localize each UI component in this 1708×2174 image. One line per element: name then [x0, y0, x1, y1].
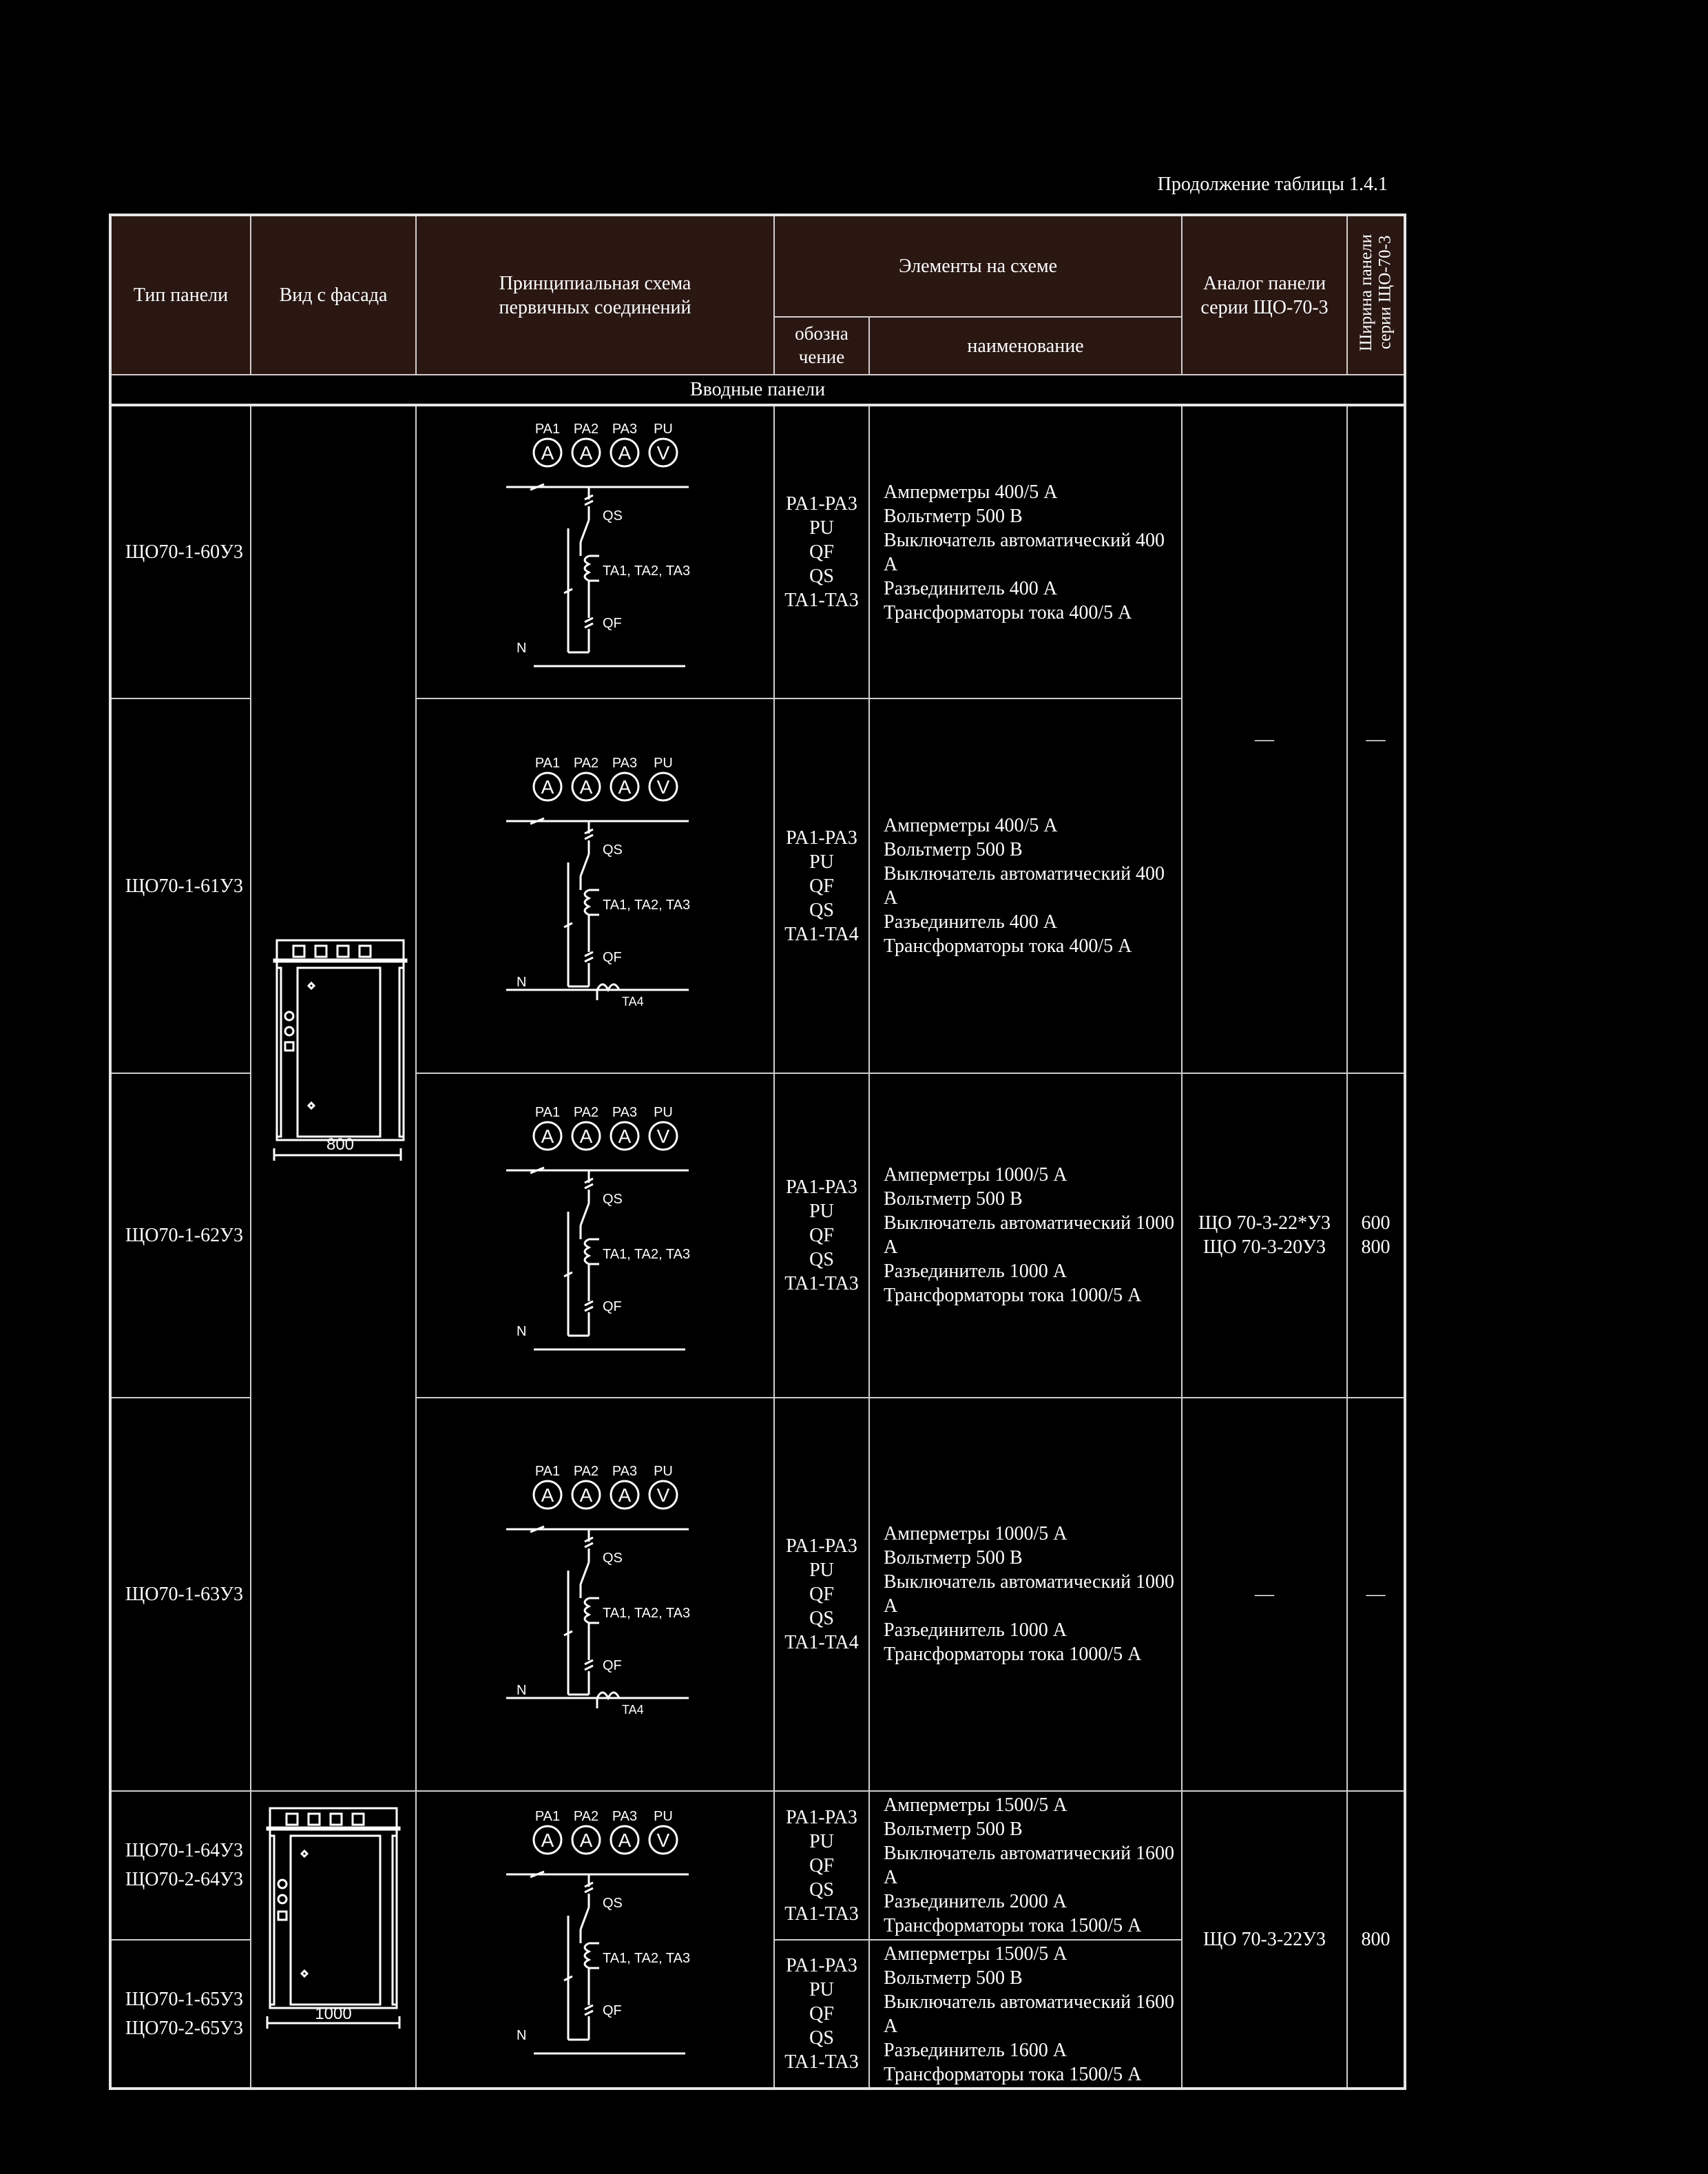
- qs-label: QS: [603, 1191, 623, 1207]
- designation-list: [774, 1073, 869, 1398]
- meter-label: PU: [654, 755, 673, 771]
- name-list: [869, 1398, 1182, 1791]
- n-label: N: [517, 974, 527, 990]
- meter-symbol: A: [541, 442, 554, 464]
- list-item: PA1-PA3: [786, 493, 857, 515]
- width-value: —: [1347, 1398, 1405, 1791]
- header-scheme: Принципиальная схема первичных соединений: [416, 215, 774, 375]
- list-item: PA1-PA3: [786, 1176, 857, 1198]
- meter-symbol: V: [656, 1125, 670, 1147]
- name-list: [869, 1940, 1182, 2089]
- list-item: Амперметры 1000/5 А: [884, 1523, 1068, 1545]
- facade-width-label: 800: [326, 1135, 355, 1154]
- meter-label: PA3: [612, 422, 638, 437]
- list-item: Трансформаторы тока 400/5 А: [884, 601, 1132, 623]
- list-item: Трансформаторы тока 400/5 А: [884, 935, 1132, 957]
- ta4-label: TA4: [622, 994, 644, 1008]
- list-item: Вольтметр 500 В: [884, 1819, 1023, 1840]
- panel-type: ЩО70-1-61У3: [110, 698, 251, 1073]
- scheme-cell: [416, 1791, 774, 2089]
- designation-list: [774, 405, 869, 698]
- list-item: Разъединитель 2000 А: [884, 1891, 1067, 1912]
- name-list: [869, 1073, 1182, 1398]
- current-transformer-icon: [585, 1943, 589, 1968]
- meter-symbol: A: [541, 776, 554, 798]
- meter-symbol: A: [541, 1484, 554, 1506]
- list-item: QF: [809, 1224, 834, 1246]
- meter-label: PA2: [573, 422, 599, 437]
- list-item: Вольтметр 500 В: [884, 839, 1023, 860]
- qf-breaker-icon: [585, 952, 593, 962]
- list-item: TA1-TA3: [784, 590, 859, 612]
- list-item: TA1-TA4: [784, 923, 859, 945]
- meter-label: PA2: [573, 1104, 599, 1120]
- list-item: QF: [809, 1583, 834, 1605]
- list-item: Амперметры 400/5 А: [884, 481, 1058, 503]
- facade-1000-drawing: [252, 1792, 415, 2081]
- meter-label: PA1: [534, 755, 561, 771]
- ta-label: TA1, TA2, TA3: [603, 563, 691, 579]
- meter-label: PU: [654, 1809, 673, 1824]
- list-item: QF: [809, 875, 834, 897]
- list-item: PA1-PA3: [786, 1806, 857, 1828]
- list-item: PU: [809, 1200, 834, 1222]
- meter-symbol: A: [541, 1830, 554, 1851]
- header-facade: Вид с фасада: [251, 215, 416, 375]
- qf-label: QF: [603, 616, 622, 632]
- list-item: Трансформаторы тока 1500/5 А: [884, 2063, 1142, 2085]
- list-item: ЩО 70-3-20У3: [1203, 1236, 1326, 1259]
- list-item: Выключатель автоматический 1600 А: [884, 1843, 1175, 1888]
- current-transformer-icon: [585, 1598, 589, 1623]
- qf-breaker-icon: [585, 1301, 593, 1311]
- meter-label: PA3: [612, 1809, 638, 1824]
- list-item: Разъединитель 1000 А: [884, 1261, 1067, 1283]
- meter-label: PA1: [534, 1809, 561, 1824]
- designation-list: [774, 1398, 869, 1791]
- panel-type: ЩО70-1-65У3 ЩО70-2-65У3: [110, 1940, 251, 2089]
- width-value: —: [1347, 405, 1405, 1073]
- panel-type: ЩО70-1-64У3 ЩО70-2-64У3: [110, 1791, 251, 1940]
- qs-disconnector-icon: [585, 1883, 593, 1892]
- facade-cell-1000: [251, 1791, 416, 2089]
- current-transformer-icon: [585, 890, 589, 915]
- list-item: TA1-TA3: [784, 2051, 859, 2073]
- facade-800-drawing: [252, 406, 415, 1784]
- qs-label: QS: [603, 842, 623, 858]
- meter-symbol: A: [579, 442, 593, 464]
- list-item: Выключатель автоматический 1000 А: [884, 1571, 1175, 1617]
- ta-label: TA1, TA2, TA3: [603, 1246, 691, 1262]
- list-item: QF: [809, 2003, 834, 2025]
- qf-breaker-icon: [585, 1660, 593, 1670]
- list-item: QS: [809, 1607, 834, 1629]
- facade-width-label: 1000: [315, 2005, 352, 2023]
- meter-label: PA3: [612, 1463, 638, 1479]
- qf-breaker-icon: [585, 618, 593, 628]
- analog-value: —: [1182, 405, 1347, 1073]
- meter-label: PA1: [534, 1463, 561, 1479]
- list-item: QS: [809, 566, 834, 588]
- header-width: Ширина панели серии ЩО-70-3: [1347, 215, 1405, 375]
- header-designation: обозна чение: [774, 317, 869, 375]
- qs-label: QS: [603, 1896, 623, 1911]
- qs-disconnector-icon: [585, 829, 593, 839]
- list-item: PU: [809, 1559, 834, 1581]
- designation-list: [774, 1940, 869, 2089]
- header-type: Тип панели: [110, 215, 251, 375]
- list-item: PU: [809, 1830, 834, 1852]
- n-label: N: [517, 2028, 527, 2043]
- meter-symbol: A: [618, 442, 632, 464]
- list-item: PU: [809, 851, 834, 873]
- panel-type: ЩО70-1-62У3: [110, 1073, 251, 1398]
- meter-label: PA2: [573, 1463, 599, 1479]
- scheme-cell: [416, 405, 774, 698]
- scheme-diagram: [417, 1101, 775, 1363]
- analog-value: [1182, 1073, 1347, 1398]
- list-item: QS: [809, 1878, 834, 1901]
- current-transformer-icon: [585, 1239, 589, 1264]
- meter-symbol: A: [579, 1125, 593, 1147]
- facade-cell-800: [251, 405, 416, 1791]
- panel-table: [109, 214, 1406, 2090]
- scheme-cell: [416, 698, 774, 1073]
- qs-label: QS: [603, 508, 623, 524]
- meter-symbol: A: [579, 1830, 593, 1851]
- list-item: Амперметры 1500/5 А: [884, 1943, 1068, 1965]
- meter-symbol: A: [618, 1484, 632, 1506]
- scheme-diagram: [417, 752, 775, 1014]
- section-title: Вводные панели: [110, 375, 1405, 405]
- meter-symbol: V: [656, 1484, 670, 1506]
- meter-symbol: A: [579, 776, 593, 798]
- panel-type: ЩО70-1-60У3: [110, 405, 251, 698]
- list-item: PA1-PA3: [786, 827, 857, 849]
- qf-breaker-icon: [585, 2005, 593, 2015]
- ta4-label: TA4: [622, 1702, 644, 1717]
- meter-label: PU: [654, 1104, 673, 1120]
- meter-label: PA1: [534, 1104, 561, 1120]
- list-item: PA1-PA3: [786, 1955, 857, 1976]
- current-transformer-icon: [585, 556, 589, 581]
- list-item: Вольтметр 500 В: [884, 505, 1023, 527]
- table-caption: Продолжение таблицы 1.4.1: [1157, 174, 1388, 195]
- list-item: Выключатель автоматический 1000 А: [884, 1212, 1175, 1259]
- qf-label: QF: [603, 1298, 622, 1314]
- meter-label: PA2: [573, 1809, 599, 1824]
- list-item: TA1-TA3: [784, 1903, 859, 1925]
- analog-value: ЩО 70-3-22У3: [1182, 1791, 1347, 2089]
- meter-symbol: A: [618, 1125, 632, 1147]
- n-label: N: [517, 1323, 527, 1339]
- list-item: Амперметры 400/5 А: [884, 815, 1058, 836]
- meter-label: PA3: [612, 1104, 638, 1120]
- width-value: [1347, 1073, 1405, 1398]
- qf-label: QF: [603, 949, 622, 965]
- list-item: Вольтметр 500 В: [884, 1547, 1023, 1569]
- meter-symbol: A: [618, 1830, 632, 1851]
- scheme-diagram: [417, 418, 775, 680]
- list-item: Трансформаторы тока 1000/5 А: [884, 1285, 1142, 1307]
- n-label: N: [517, 1682, 527, 1698]
- header-name: наименование: [869, 317, 1182, 375]
- designation-list: [774, 1791, 869, 1940]
- list-item: TA1-TA4: [784, 1631, 859, 1653]
- list-item: Разъединитель 400 А: [884, 911, 1057, 933]
- ta-label: TA1, TA2, TA3: [603, 897, 691, 913]
- meter-symbol: V: [656, 1830, 670, 1851]
- list-item: ЩО 70-3-22*У3: [1198, 1212, 1331, 1234]
- list-item: Выключатель автоматический 400 А: [884, 863, 1165, 909]
- qs-disconnector-icon: [585, 1179, 593, 1188]
- qs-label: QS: [603, 1550, 623, 1566]
- list-item: QF: [809, 1854, 834, 1876]
- meter-symbol: A: [618, 776, 632, 798]
- list-item: Выключатель автоматический 400 А: [884, 529, 1165, 575]
- list-item: Трансформаторы тока 1500/5 А: [884, 1915, 1142, 1936]
- list-item: Вольтметр 500 В: [884, 1967, 1023, 1989]
- qs-disconnector-icon: [585, 1538, 593, 1547]
- meter-label: PU: [654, 1463, 673, 1479]
- meter-label: PA2: [573, 755, 599, 771]
- meter-label: PA3: [612, 755, 638, 771]
- qs-disconnector-icon: [585, 495, 593, 505]
- list-item: Разъединитель 400 А: [884, 577, 1057, 599]
- list-item: 800: [1361, 1236, 1391, 1259]
- meter-symbol: V: [656, 776, 670, 798]
- meter-symbol: A: [541, 1125, 554, 1147]
- scheme-cell: [416, 1398, 774, 1791]
- header-elements: Элементы на схеме: [774, 215, 1182, 317]
- name-list: [869, 405, 1182, 698]
- list-item: QF: [809, 541, 834, 563]
- name-list: [869, 1791, 1182, 1940]
- name-list: [869, 698, 1182, 1073]
- width-value: 800: [1347, 1791, 1405, 2089]
- list-item: QS: [809, 2027, 834, 2049]
- scheme-diagram: [417, 1460, 775, 1722]
- meter-label: PU: [654, 422, 673, 437]
- list-item: TA1-TA3: [784, 1272, 859, 1294]
- list-item: Трансформаторы тока 1000/5 А: [884, 1644, 1142, 1666]
- n-label: N: [517, 641, 527, 656]
- list-item: PU: [809, 517, 834, 539]
- ta-label: TA1, TA2, TA3: [603, 1605, 691, 1621]
- list-item: Вольтметр 500 В: [884, 1188, 1023, 1210]
- meter-label: PA1: [534, 422, 561, 437]
- scheme-diagram: [417, 1805, 775, 2067]
- meter-symbol: V: [656, 442, 670, 464]
- list-item: QS: [809, 899, 834, 921]
- header-analog: Аналог панели серии ЩО-70-3: [1182, 215, 1347, 375]
- list-item: PA1-PA3: [786, 1535, 857, 1557]
- list-item: PU: [809, 1979, 834, 2000]
- qf-label: QF: [603, 1657, 622, 1673]
- list-item: Выключатель автоматический 1600 А: [884, 1991, 1175, 2037]
- designation-list: [774, 698, 869, 1073]
- list-item: Разъединитель 1600 А: [884, 2039, 1067, 2061]
- panel-type: ЩО70-1-63У3: [110, 1398, 251, 1791]
- qf-label: QF: [603, 2003, 622, 2018]
- ta-label: TA1, TA2, TA3: [603, 1951, 691, 1966]
- meter-symbol: A: [579, 1484, 593, 1506]
- list-item: Разъединитель 1000 А: [884, 1619, 1067, 1642]
- list-item: Амперметры 1500/5 А: [884, 1794, 1068, 1816]
- analog-value: —: [1182, 1398, 1347, 1791]
- list-item: QS: [809, 1248, 834, 1270]
- scheme-cell: [416, 1073, 774, 1398]
- list-item: Амперметры 1000/5 А: [884, 1164, 1068, 1186]
- list-item: 600: [1361, 1212, 1391, 1234]
